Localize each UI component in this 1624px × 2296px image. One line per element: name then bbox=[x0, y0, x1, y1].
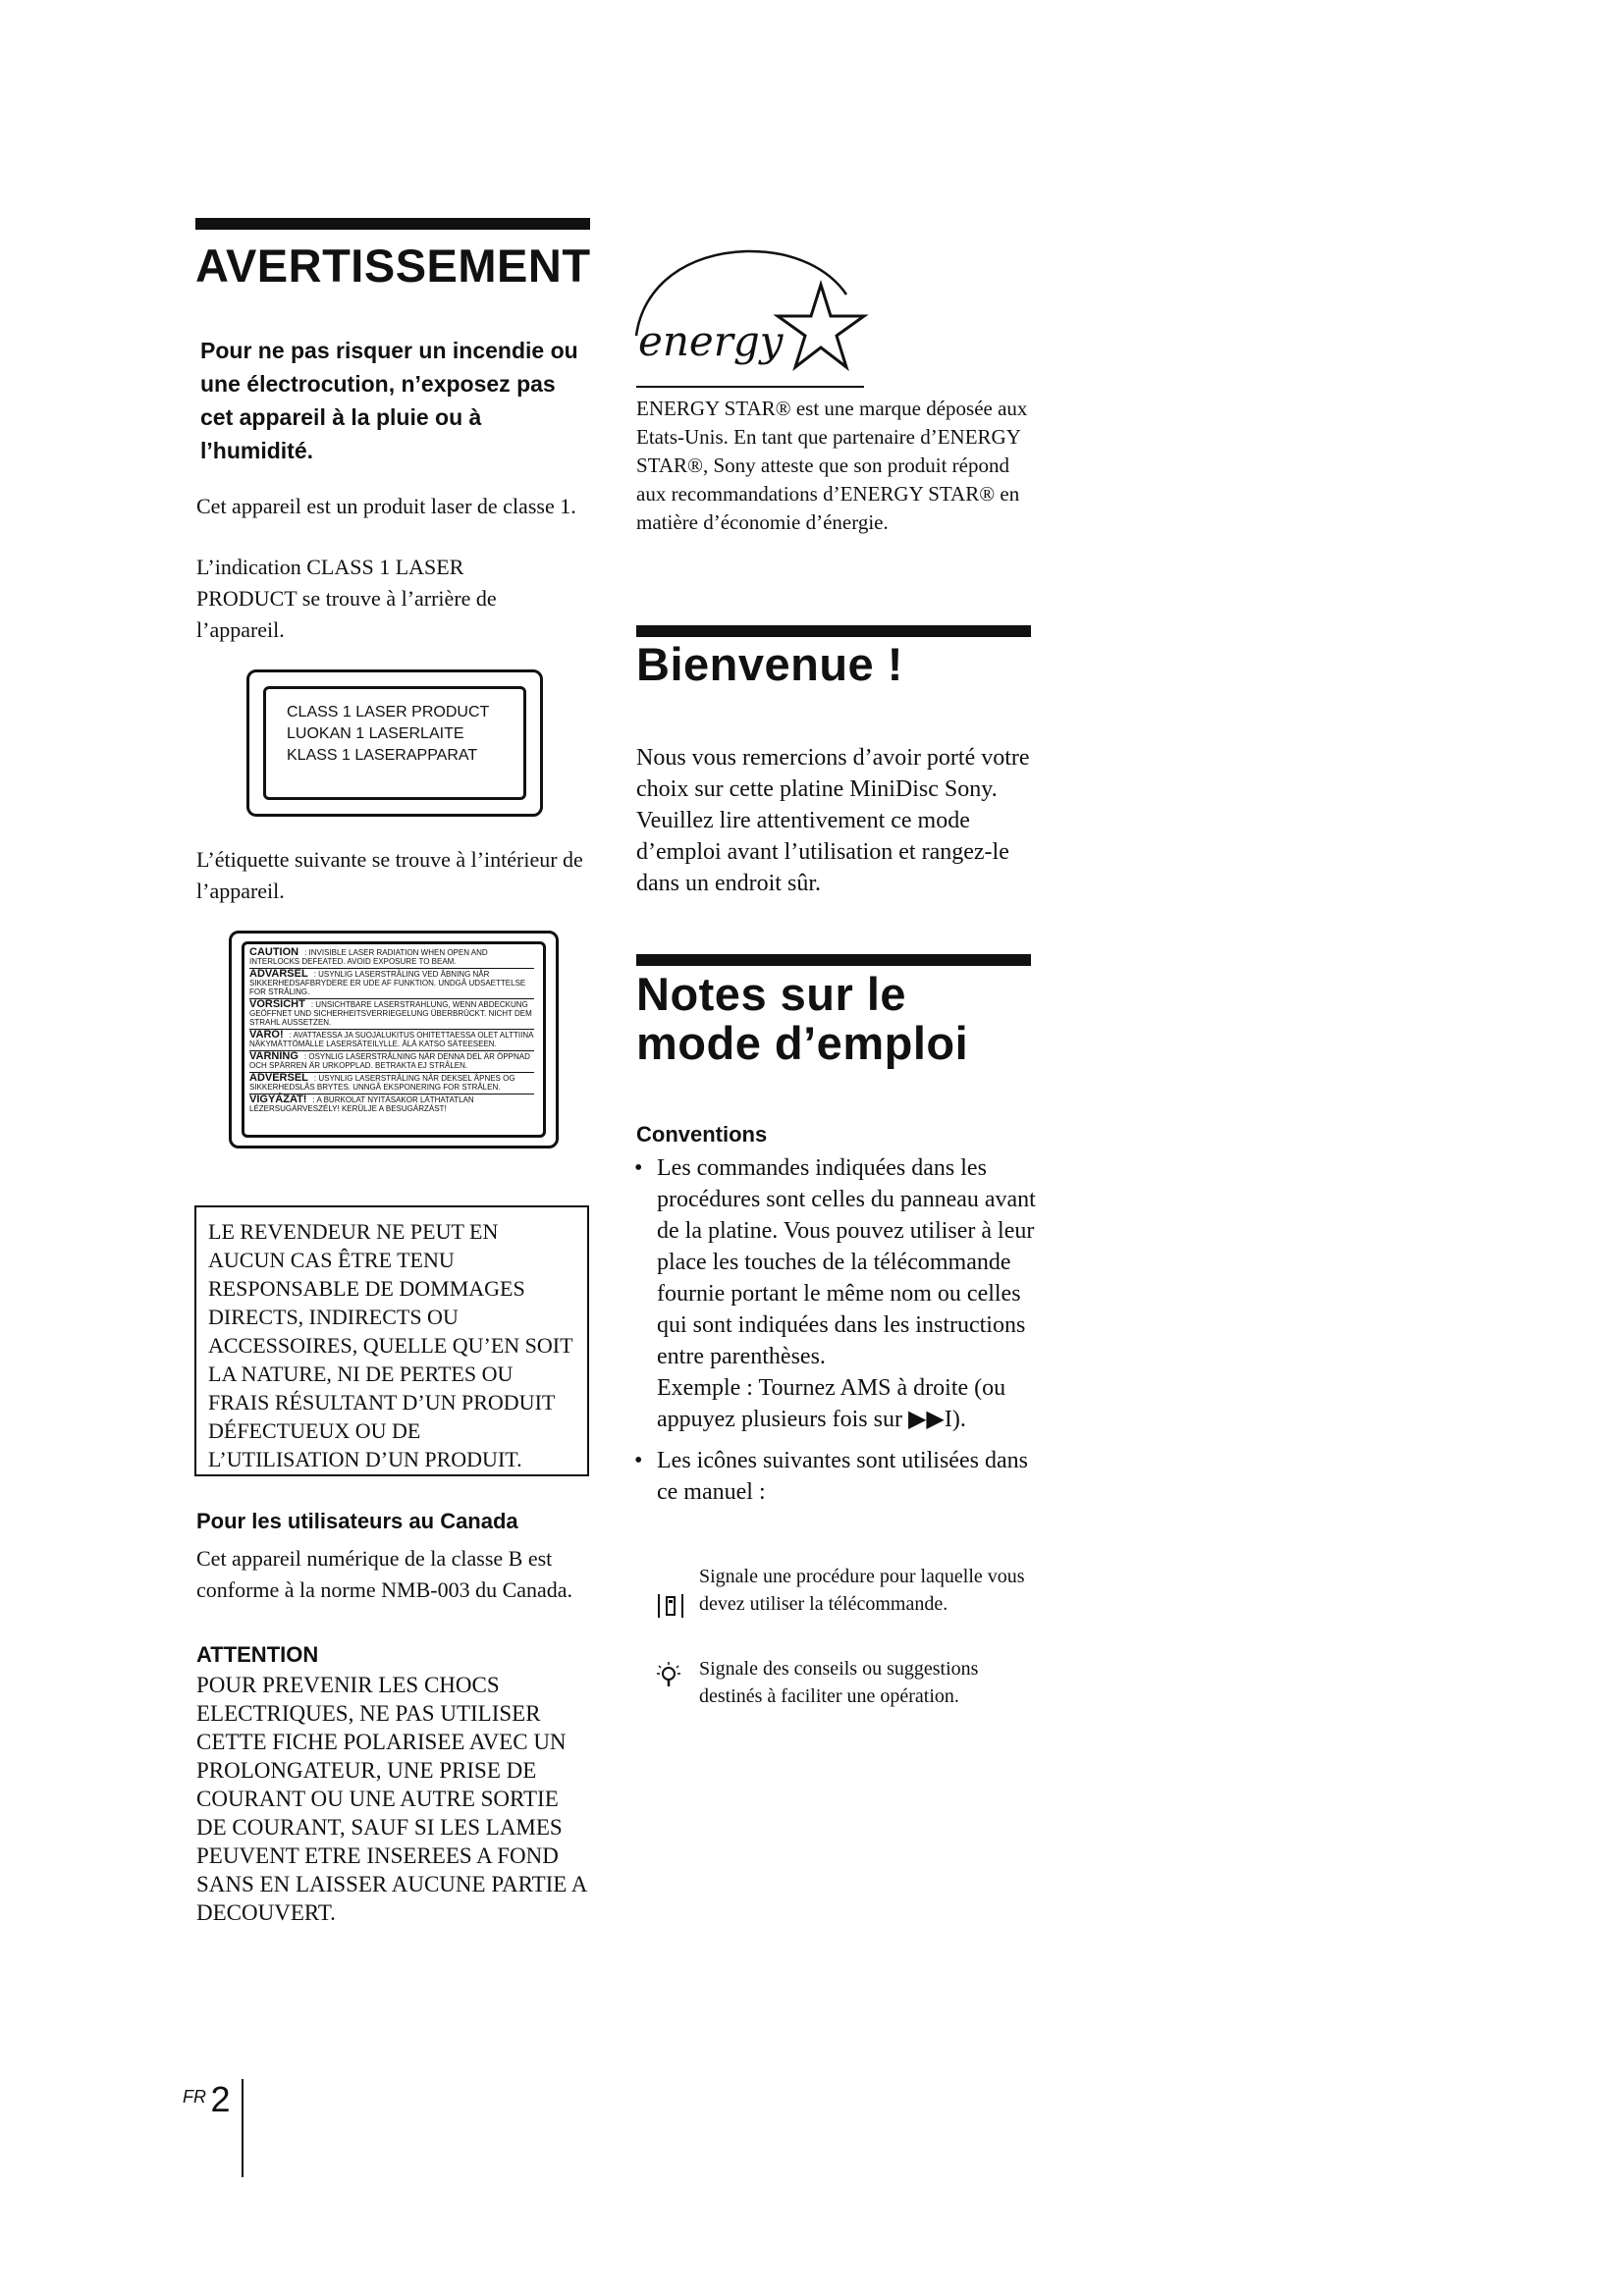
energy-script: energy bbox=[638, 317, 784, 365]
energy-star-logo bbox=[628, 245, 874, 383]
list-item bbox=[634, 1445, 1037, 1508]
caution-row: VORSICHT : UNSICHTBARE LASERSTRAHLUNG, WENN ABDECKUNG GEÖFFNET UND SICHERHEITSVERRIEGELUNG ÜBERBRÜCKT. NICHT DEM STRAHL AUSSETZEN. bbox=[249, 999, 534, 1030]
avertissement-rule bbox=[195, 218, 590, 230]
notes-title-line1: Notes sur le bbox=[636, 968, 907, 1020]
notes-rule bbox=[636, 954, 1031, 966]
caution-row: VARNING : OSYNLIG LASERSTRÅLNING NÄR DENNA DEL ÄR ÖPPNAD OCH SPÄRREN ÄR URKOPPLAD. BETRAKTA EJ STRÅLEN. bbox=[249, 1051, 534, 1073]
laser-label-line: LUOKAN 1 LASERLAITE bbox=[287, 725, 464, 742]
caution-row: VIGYÁZAT! : A BURKOLAT NYITÁSAKOR LÁTHATATLAN LÉZERSUGÁRVESZÉLY! KERÜLJE A BESUGÁRZÁST! bbox=[249, 1094, 474, 1113]
laser-class-text: Cet appareil est un produit laser de classe 1. bbox=[196, 494, 576, 518]
energy-star-text: ENERGY STAR® est une marque déposée aux Etats-Unis. En tant que partenaire d’ENERGY STAR®, Sony atteste que son produit répond aux recommandations d’ENERGY STAR® en matière d’économie d’énergie. bbox=[636, 397, 1028, 534]
laser-label-line: KLASS 1 LASERAPPARAT bbox=[287, 747, 478, 764]
dealer-disclaimer-box: LE REVENDEUR NE PEUT EN AUCUN CAS ÊTRE TENU RESPONSABLE DE DOMMAGES DIRECTS, INDIRECTS OU ACCESSOIRES, QUELLE QU’EN SOIT LA NATURE, NI DE PERTES OU FRAIS RÉSULTANT D’UN PRODUIT DÉFECTUEUX OU DE L’UTILISATION D’UN PRODUIT. bbox=[194, 1205, 589, 1476]
canada-text: Cet appareil numérique de la classe B est conforme à la norme NMB-003 du Canada. bbox=[196, 1546, 573, 1602]
fire-warning: Pour ne pas risquer un incendie ou une électrocution, n’exposez pas cet appareil à la pluie ou à l’humidité. bbox=[200, 338, 578, 463]
bienvenue-text: Nous vous remercions d’avoir porté votre choix sur cette platine MiniDisc Sony. Veuillez lire attentivement ce mode d’emploi avant l’utilisation et rangez-le dans un endroit sûr. bbox=[636, 745, 1030, 896]
remote-glyph bbox=[660, 1594, 681, 1618]
canada-heading: Pour les utilisateurs au Canada bbox=[196, 1509, 518, 1533]
star-icon bbox=[778, 285, 864, 367]
caution-row: ADVERSEL : USYNLIG LASERSTRÅLING NÅR DEKSEL ÅPNES OG SIKKERHEDSLÅS BRYTES. UNNGÅ EKSPONERING FOR STRÅLEN. bbox=[249, 1073, 534, 1095]
laser-product-label bbox=[246, 669, 543, 817]
avertissement-title: AVERTISSEMENT bbox=[195, 240, 591, 292]
caution-row: VARO! : AVATTAESSA JA SUOJALUKITUS OHITETTAESSA OLET ALTTIINA NÄKYMÄTTÖMÄLLE LASERSÄTEILYLLE. ÄLÄ KATSO SÄTEESEEN. bbox=[249, 1030, 534, 1051]
bullet-text: Les commandes indiquées dans les procédures sont celles du panneau avant de la platine. Vous pouvez utiliser à leur place les touches de la télécommande fournie portant le même nom ou celles qui sont indiquées dans les instructions entre parenthèses. bbox=[657, 1155, 1036, 1369]
page-number: 2 bbox=[210, 2079, 231, 2119]
page-footer bbox=[183, 2079, 230, 2120]
caution-table bbox=[249, 947, 534, 1115]
laser-label-line: CLASS 1 LASER PRODUCT bbox=[287, 704, 490, 721]
icon-remote-text: Signale une procédure pour laquelle vous devez utiliser la télécommande. bbox=[699, 1566, 1025, 1615]
example-text: Exemple : Tournez AMS à droite (ou appuyez plusieurs fois sur ▶▶I). bbox=[657, 1375, 1006, 1432]
conventions-list bbox=[634, 1152, 1037, 1508]
caution-row: ADVARSEL : USYNLIG LASERSTRÅLING VED ÅBNING NÅR SIKKERHEDSAFBRYDERE ER UDE AF FUNKTION. UNDGÅ UDSAETTELSE FOR STRÅLING. bbox=[249, 969, 534, 999]
icon-tip-text: Signale des conseils ou suggestions destinés à faciliter une opération. bbox=[699, 1658, 979, 1707]
attention-heading: ATTENTION bbox=[196, 1642, 319, 1667]
energy-underline bbox=[636, 386, 864, 388]
bullet-text: Les icônes suivantes sont utilisées dans ce manuel : bbox=[657, 1448, 1028, 1505]
laser-product-label-text bbox=[287, 702, 503, 780]
notes-title-line2: mode d’emploi bbox=[636, 1017, 969, 1069]
remote-icon bbox=[658, 1594, 683, 1618]
list-item bbox=[634, 1152, 1037, 1435]
lang-code: FR bbox=[183, 2087, 206, 2107]
caution-label bbox=[229, 931, 559, 1148]
bienvenue-title: Bienvenue ! bbox=[636, 638, 903, 690]
conventions-heading: Conventions bbox=[636, 1122, 768, 1147]
caution-row: CAUTION : INVISIBLE LASER RADIATION WHEN OPEN AND INTERLOCKS DEFEATED. AVOID EXPOSURE TO BEAM. bbox=[249, 947, 534, 969]
laser-location-text: L’indication CLASS 1 LASER PRODUCT se trouve à l’arrière de l’appareil. bbox=[196, 555, 497, 642]
attention-text: POUR PREVENIR LES CHOCS ELECTRIQUES, NE PAS UTILISER CETTE FICHE POLARISEE AVEC UN PROLONGATEUR, UNE PRISE DE COURANT OU UNE AUTRE SORTIE DE COURANT, SAUF SI LES LAMES PEUVENT ETRE INSEREES A FOND SANS EN LAISSER AUCUNE PARTIE A DECOUVERT. bbox=[196, 1673, 587, 1925]
footer-rule bbox=[242, 2079, 244, 2177]
bienvenue-rule bbox=[636, 625, 1031, 637]
interior-label-text: L’étiquette suivante se trouve à l’intérieur de l’appareil. bbox=[196, 847, 583, 903]
lightbulb-icon bbox=[656, 1661, 681, 1690]
